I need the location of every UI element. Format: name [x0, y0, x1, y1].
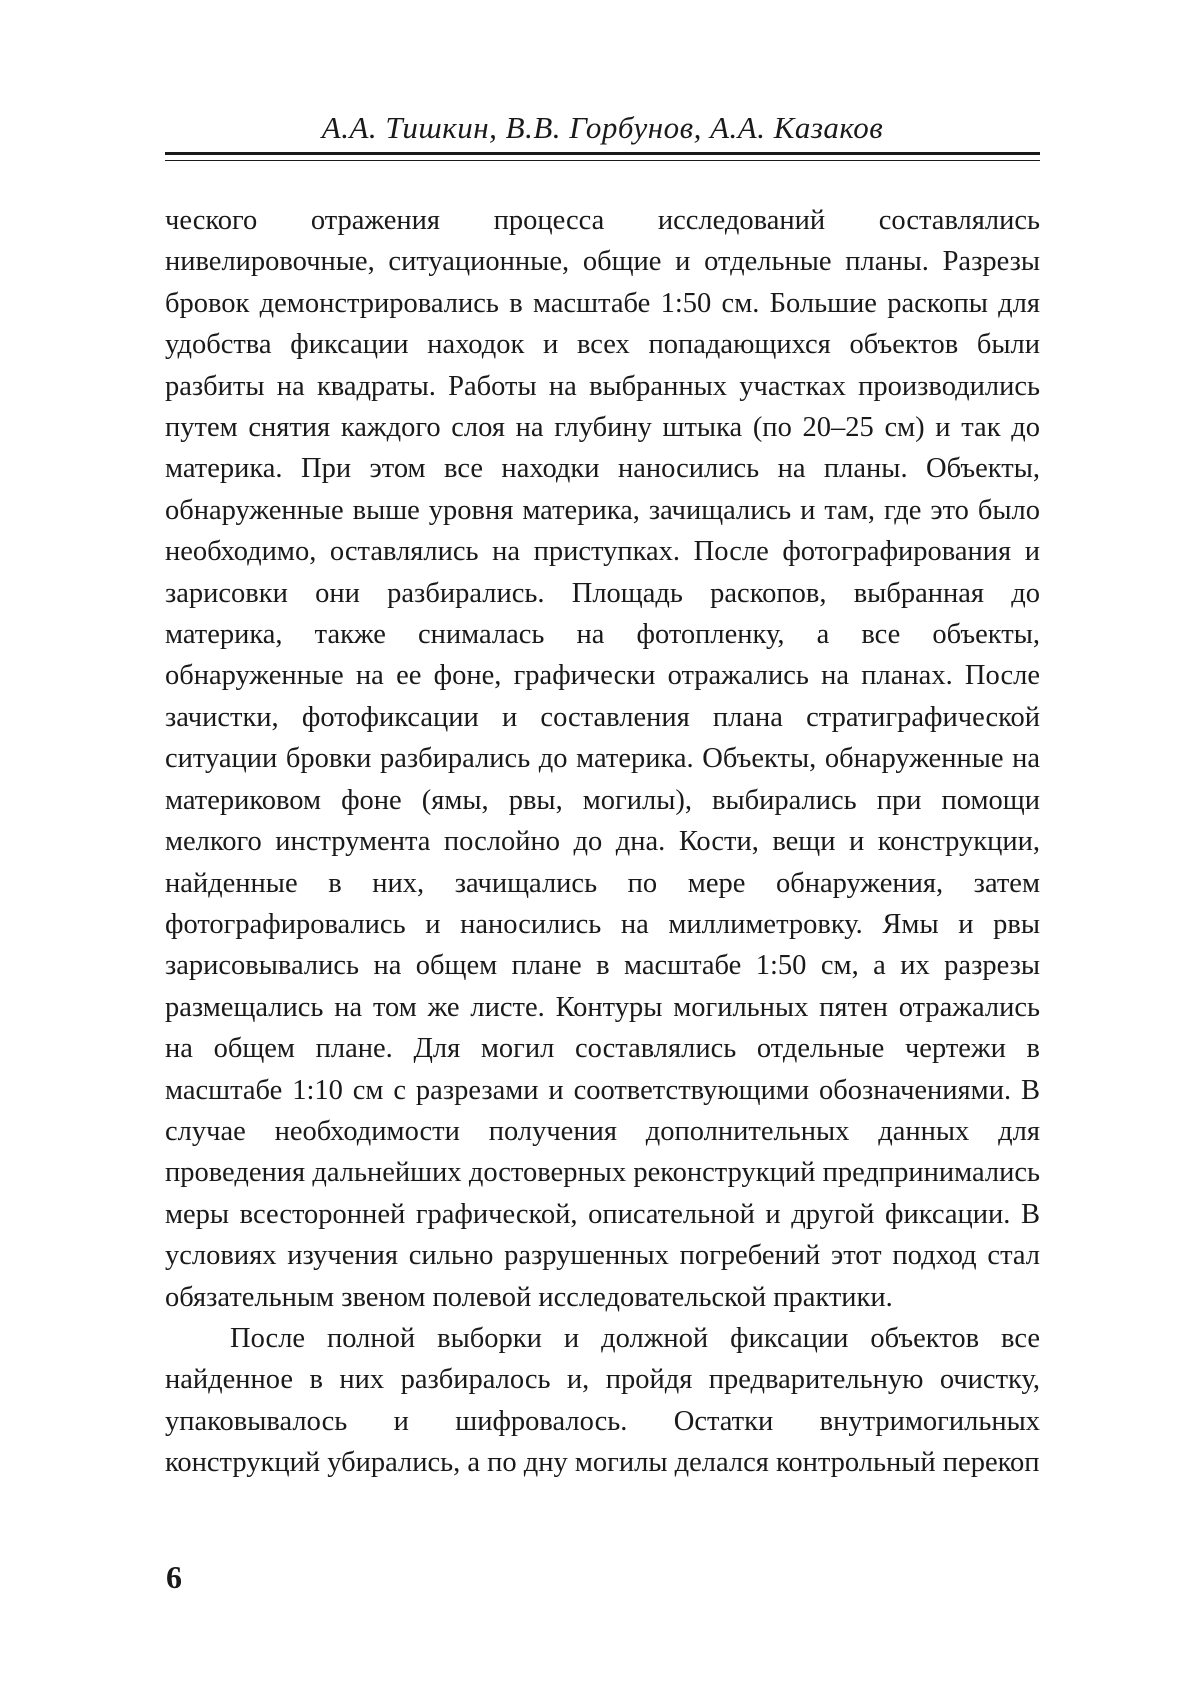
header-rule-thin — [165, 160, 1040, 161]
body-text — [165, 200, 1040, 1484]
running-header-authors: А.А. Тишкин, В.В. Горбунов, А.А. Казаков — [321, 110, 884, 145]
paragraph-continued: ческого отражения процесса исследований составлялись нивелировочные, ситуационные, общие и отдельные планы. Разрезы бровок демонстрировались в масштабе 1:50 см. Большие раскопы для удобства фиксации находок и всех попадающихся объектов были разбиты на квадраты. Работы на выбранных участках производились путем снятия каждого слоя на глубину штыка (по 20–25 см) и так до материка. При этом все находки наносились на планы. Объекты, обнаруженные выше уровня материка, зачищались и там, где это было необходимо, оставлялись на приступках. После фотографирования и зарисовки они разбирались. Площадь раскопов, выбранная до материка, также снималась на фотопленку, а все объекты, обнаруженные на ее фоне, графически отражались на планах. После зачистки, фотофиксации и составления плана стратиграфической ситуации бровки разбирались до материка. Объекты, обнаруженные на материковом фоне (ямы, рвы, могилы), выбирались при помощи мелкого инструмента послойно до дна. Кости, вещи и конструкции, найденные в них, зачищались по мере обнаружения, затем фотографировались и наносились на миллиметровку. Ямы и рвы зарисовывались на общем плане в масштабе 1:50 см, а их разрезы размещались на том же листе. Контуры могильных пятен отражались на общем плане. Для могил составлялись отдельные чертежи в масштабе 1:10 см с разрезами и соответствующими обозначениями. В случае необходимости получения дополнительных данных для проведения дальнейших достоверных реконструкций предпринимались меры всесторонней графической, описательной и другой фиксации. В условиях изучения сильно разрушенных погребений этот подход стал обязательным звеном полевой исследовательской практики. — [165, 205, 1040, 1313]
page-number: 6 — [166, 1559, 182, 1595]
header-rule-thick — [165, 152, 1040, 155]
paragraph: После полной выборки и должной фиксации объектов все найденное в них разбиралось и, пройдя предварительную очистку, упаковывалось и шифровалось. Остатки внутримогильных конструкций убирались, а по дну могилы делался контрольный перекоп — [165, 1322, 1040, 1479]
